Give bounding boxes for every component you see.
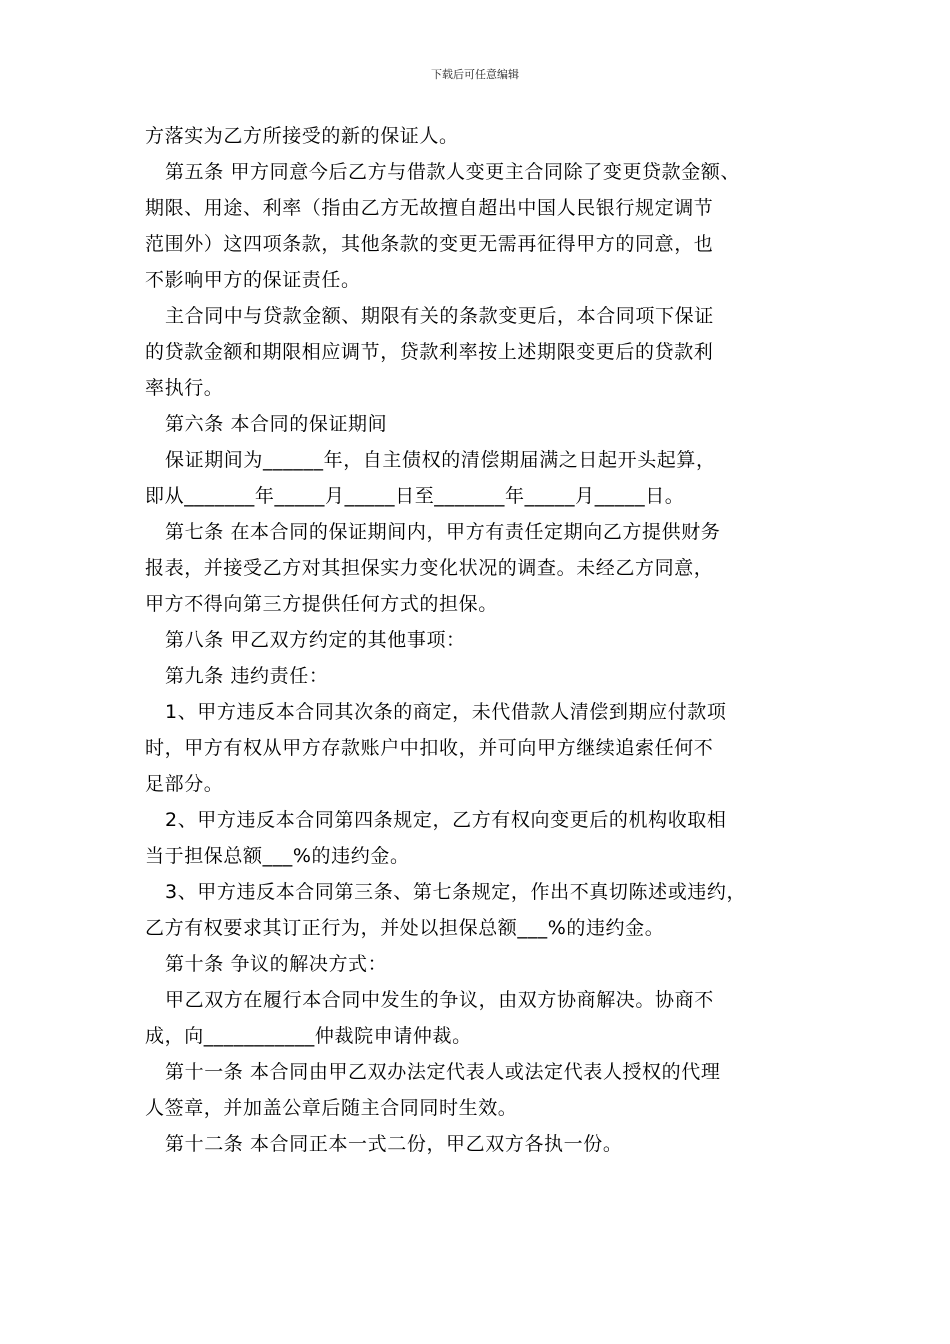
text-line: 2、甲方违反本合同第四条规定，乙方有权向变更后的机构收取相 — [165, 809, 727, 831]
text-line: 第九条 违约责任： — [165, 665, 329, 687]
text-line: 报表，并接受乙方对其担保实力变化状况的调查。未经乙方同意， — [145, 557, 714, 579]
text-line: 足部分。 — [145, 773, 224, 795]
text-line: 第十一条 本合同由甲乙双办法定代表人或法定代表人授权的代理 — [165, 1061, 721, 1083]
text-line: 第五条 甲方同意今后乙方与借款人变更主合同除了变更贷款金额、 — [165, 161, 741, 183]
text-line: 保证期间为______年，自主债权的清偿期届满之日起开头起算， — [165, 449, 716, 471]
text-line: 甲乙双方在履行本合同中发生的争议，由双方协商解决。协商不 — [165, 989, 714, 1011]
text-line: 即从_______年_____月_____日至_______年_____月_____日。 — [145, 485, 685, 507]
text-line: 当于担保总额___%的违约金。 — [145, 845, 410, 867]
text-line: 主合同中与贷款金额、期限有关的条款变更后，本合同项下保证 — [165, 305, 714, 327]
text-line: 不影响甲方的保证责任。 — [145, 269, 361, 291]
text-line: 的贷款金额和期限相应调节，贷款利率按上述期限变更后的贷款利 — [145, 341, 714, 363]
page-header: 下载后可任意编辑 — [431, 68, 519, 81]
text-line: 第八条 甲乙双方约定的其他事项： — [165, 629, 466, 651]
text-line: 第十二条 本合同正本一式二份，甲乙双方各执一份。 — [165, 1133, 623, 1155]
text-line: 成，向___________仲裁院申请仲裁。 — [145, 1025, 472, 1047]
text-line: 第六条 本合同的保证期间 — [165, 413, 388, 435]
text-line: 率执行。 — [145, 377, 224, 399]
text-line: 第十条 争议的解决方式： — [165, 953, 388, 975]
text-line: 3、甲方违反本合同第三条、第七条规定，作出不真切陈述或违约， — [165, 881, 747, 903]
text-line: 方落实为乙方所接受的新的保证人。 — [145, 125, 459, 147]
text-line: 范围外）这四项条款，其他条款的变更无需再征得甲方的同意，也 — [145, 233, 714, 255]
text-line: 期限、用途、利率（指由乙方无故擅自超出中国人民银行规定调节 — [145, 197, 714, 219]
document-body — [145, 118, 815, 1162]
text-line: 1、甲方违反本合同其次条的商定，未代借款人清偿到期应付款项 — [165, 701, 727, 723]
text-line: 第七条 在本合同的保证期间内，甲方有责任定期向乙方提供财务 — [165, 521, 721, 543]
text-line: 甲方不得向第三方提供任何方式的担保。 — [145, 593, 498, 615]
text-line: 乙方有权要求其订正行为，并处以担保总额___%的违约金。 — [145, 917, 665, 939]
text-line: 人签章，并加盖公章后随主合同同时生效。 — [145, 1097, 518, 1119]
text-line: 时，甲方有权从甲方存款账户中扣收，并可向甲方继续追索任何不 — [145, 737, 714, 759]
